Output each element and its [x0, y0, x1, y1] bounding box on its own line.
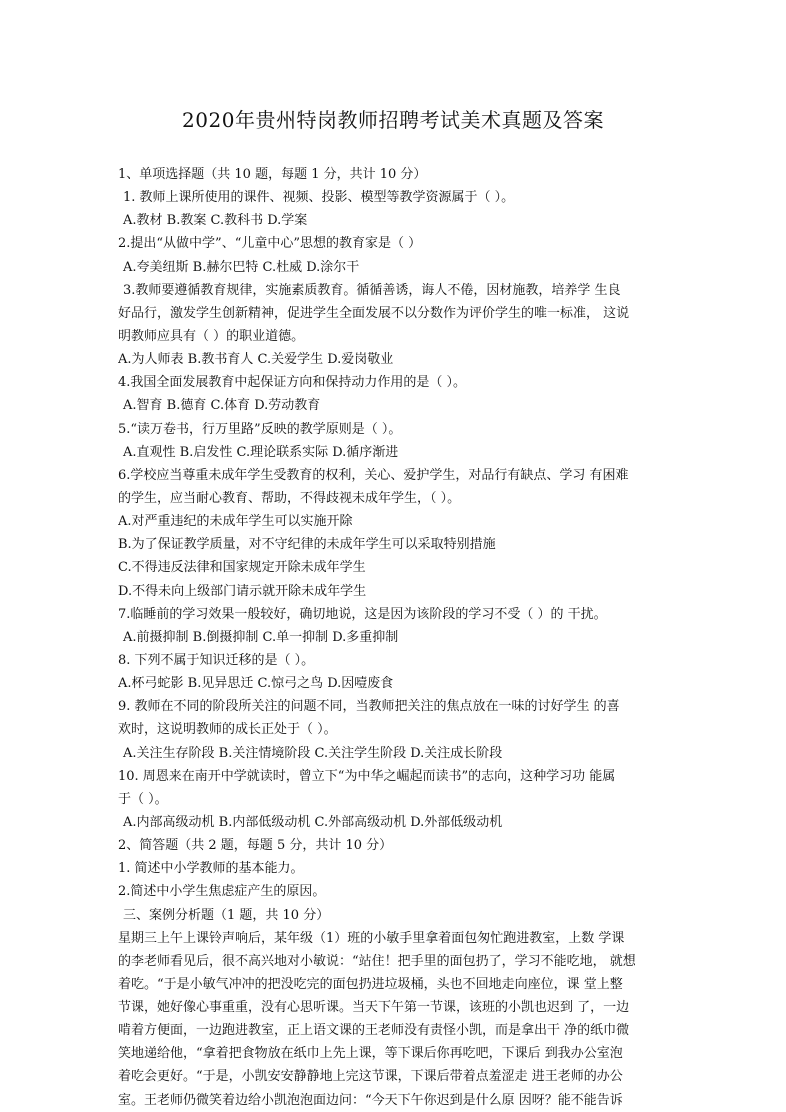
text-line: A.直观性 B.启发性 C.理论联系实际 D.循序渐进 [123, 444, 399, 460]
text-line: 啃着方便面，一边跑进教室，正上语文课的王老师没有责怪小凯，而是拿出干 净的纸巾微 [118, 1023, 630, 1039]
page-title: 2020年贵州特岗教师招聘考试美术真题及答案 [182, 108, 604, 132]
text-line: 9. 教师在不同的阶段所关注的问题不同，当教师把关注的焦点放在一味的讨好学生 的喜 [118, 699, 620, 715]
text-line: 4.我国全面发展教育中起保证方向和保持动力作用的是（ ）。 [118, 375, 467, 391]
text-line: B.为了保证教学质量，对不守纪律的未成年学生可以采取特别措施 [118, 537, 496, 553]
text-line: 的学生，应当耐心教育、帮助，不得歧视未成年学生，（ ）。 [118, 490, 461, 506]
text-line: 的李老师看见后，很不高兴地对小敏说：“站住！把手里的面包扔了，学习不能吃地， 就想 [118, 953, 636, 969]
text-line: 星期三上午上课铃声响后，某年级（1）班的小敏手里拿着面包匆忙跑进教室，上数 学课 [118, 930, 625, 946]
text-line: A.为人师表 B.教书育人 C.关爱学生 D.爱岗敬业 [118, 352, 394, 368]
text-line: A.杯弓蛇影 B.见异思迁 C.惊弓之鸟 D.因噎废食 [118, 676, 394, 692]
text-line: A.夸美纽斯 B.赫尔巴特 C.杜威 D.涂尔干 [123, 259, 360, 275]
text-line: 三、案例分析题（1 题，共 10 分） [123, 907, 330, 923]
text-line: 2.提出“从做中学”、“儿童中心”思想的教育家是（ ） [118, 236, 422, 252]
text-line: 明教师应具有（ ）的职业道德。 [118, 328, 305, 344]
text-line: 1. 简述中小学教师的基本能力。 [118, 861, 304, 877]
text-line: C.不得违反法律和国家规定开除未成年学生 [118, 560, 366, 576]
text-line: A.关注生存阶段 B.关注情境阶段 C.关注学生阶段 D.关注成长阶段 [123, 745, 503, 761]
text-line: 着吃会更好。“于是，小凯安安静静地上完这节课，下课后带着点羞涩走 进王老师的办公 [118, 1069, 623, 1085]
text-line: 欢时，这说明教师的成长正处于（ ）。 [118, 722, 337, 738]
text-line: 2、简答题（共 2 题，每题 5 分，共计 10 分） [118, 838, 393, 854]
text-line: 3.教师要遵循教育规律，实施素质教育。循循善诱，诲人不倦，因材施教，培养学 生良 [123, 282, 621, 298]
text-line: 着吃。“于是小敏气冲冲的把没吃完的面包扔进垃圾桶，头也不回地走向座位，课 堂上整 [118, 976, 623, 992]
text-line: A.教材 B.教案 C.教科书 D.学案 [123, 213, 308, 229]
text-line: 室。王老师仍微笑着边给小凯泡泡面边问：“今天下午你迟到是什么原 因呀？能不能告诉 [118, 1092, 623, 1108]
text-line: 节课，她好像心事重重，没有心思听课。当天下午第一节课，该班的小凯也迟到 了，一边 [118, 1000, 630, 1016]
text-line: D.不得未向上级部门请示就开除未成年学生 [118, 583, 367, 599]
text-line: A.内部高级动机 B.内部低级动机 C.外部高级动机 D.外部低级动机 [123, 814, 503, 830]
text-line: 5.“读万卷书，行万里路”反映的教学原则是（ ）。 [118, 421, 402, 437]
text-line: A.对严重违纪的未成年学生可以实施开除 [118, 514, 353, 530]
text-line: 8. 下列不属于知识迁移的是（ ）。 [118, 652, 315, 668]
text-line: 7.临睡前的学习效果一般较好，确切地说，这是因为该阶段的学习不受（ ）的 干扰。 [118, 606, 607, 622]
text-line: 于（ ）。 [118, 791, 168, 807]
text-line: 10. 周恩来在南开中学就读时，曾立下“为中华之崛起而读书”的志向，这种学习功 能属 [118, 768, 616, 784]
text-line: A.前摄抑制 B.倒摄抑制 C.单一抑制 D.多重抑制 [123, 629, 399, 645]
text-line: 1. 教师上课所使用的课件、视频、投影、模型等教学资源属于（ ）。 [123, 190, 515, 206]
document-body [118, 163, 674, 1112]
text-line: 2.简述中小学生焦虑症产生的原因。 [118, 884, 326, 900]
text-line: 笑地递给他，“拿着把食物放在纸巾上先上课，等下课后你再吃吧，下课后 到我办公室泡 [118, 1046, 623, 1062]
text-line: 1、单项选择题（共 10 题，每题 1 分，共计 10 分） [118, 167, 427, 182]
text-line: A.智育 B.德育 C.体育 D.劳动教育 [123, 398, 321, 414]
text-line: 好品行，激发学生创新精神，促进学生全面发展不以分数作为评价学生的唯一标准， 这说 [118, 305, 630, 321]
text-line: 6.学校应当尊重未成年学生受教育的权利，关心、爱护学生，对品行有缺点、学习 有困难 [118, 467, 629, 483]
